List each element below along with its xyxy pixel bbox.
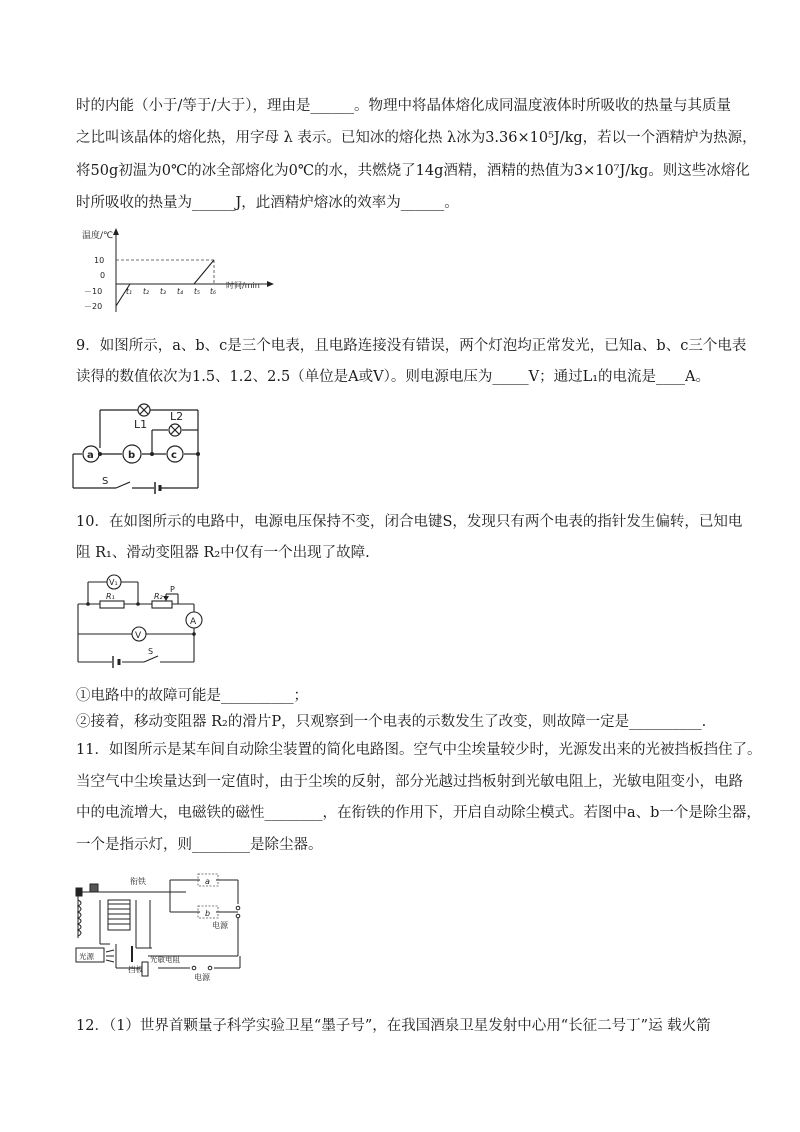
q11-line-1: 11．如图所示是某车间自动除尘装置的简化电路图。空气中尘埃量较少时，光源发出来的光被挡板挡住了。: [76, 742, 762, 758]
label-power-bottom: 电源: [194, 973, 210, 982]
q11-line-4: 一个是指示灯，则________是除尘器。: [76, 837, 323, 853]
q10-circuit: [74, 572, 214, 670]
meter-c: c: [171, 450, 177, 461]
q9-line-2: 读得的数值依次为1.5、1.2、2.5（单位是A或V）。则电源电压为_____V；通过L₁的电流是____A。: [76, 369, 711, 385]
xtick-t5: t₅: [194, 287, 200, 296]
graph-xlabel: 时间/min: [226, 281, 260, 290]
xtick-t2: t₂: [143, 287, 149, 296]
q9-circuit: [70, 402, 210, 496]
meter-V1: V₁: [109, 578, 118, 587]
label-P: P: [170, 585, 175, 594]
label-light-source: 光源: [79, 952, 94, 961]
q8-line-1: 时的内能（小于/等于/大于），理由是______。物理中将晶体熔化成同温度液体时所吸收的热量与其质量: [76, 98, 732, 114]
temperature-time-graph: [80, 226, 280, 318]
meter-A: A: [190, 617, 197, 627]
ytick-10: 10: [94, 256, 105, 265]
xtick-t6: t₆: [210, 287, 216, 296]
ytick-neg10: －10: [84, 287, 103, 296]
q10-sub-1: ①电路中的故障可能是__________；: [76, 688, 308, 704]
label-S10: S: [148, 647, 154, 656]
label-L2: L2: [170, 410, 184, 423]
label-photoresistor: 光敏电阻: [150, 955, 180, 964]
q11-line-3: 中的电流增大，电磁铁的磁性________，在衔铁的作用下，开启自动除尘模式。若图中a、b一个是除尘器，: [76, 805, 761, 821]
xtick-t1: t₁: [126, 287, 132, 296]
label-a: a: [205, 877, 210, 886]
label-S: S: [102, 476, 109, 487]
label-b: b: [205, 909, 211, 918]
label-power-right: 电源: [212, 921, 228, 930]
q12-line-1: 12．（1）世界首颗量子科学实验卫星“墨子号”，在我国酒泉卫星发射中心用“长征二号丁”运 载火箭: [76, 1018, 711, 1034]
q10-sub-2: ②接着，移动变阻器 R₂的滑片P，只观察到一个电表的示数发生了改变，则故障一定是__________.: [76, 714, 707, 730]
xtick-t4: t₄: [177, 287, 183, 296]
q10-line-2: 阻 R₁、滑动变阻器 R₂中仅有一个出现了故障.: [76, 545, 370, 561]
q9-line-1: 9．如图所示，a、b、c是三个电表，且电路连接没有错误，两个灯泡均正常发光，已知a、b、c三个电表: [76, 338, 747, 354]
label-L1: L1: [134, 418, 148, 431]
meter-b: b: [128, 450, 136, 461]
meter-a: a: [87, 450, 94, 461]
q8-line-2: 之比叫该晶体的熔化热，用字母 λ 表示。已知冰的熔化热 λ冰为3.36×10⁵J/kg，若以一个酒精炉为热源，: [76, 130, 757, 146]
ytick-0: 0: [100, 271, 106, 280]
q11-line-2: 当空气中尘埃量达到一定值时，由于尘埃的反射，部分光越过挡板射到光敏电阻上，光敏电阻变小，电路: [76, 774, 743, 790]
q8-line-3: 将50g初温为0℃的冰全部熔化为0℃的水，共燃烧了14g酒精，酒精的热值为3×10⁷J/kg。则这些冰熔化: [76, 163, 750, 179]
xtick-t3: t₃: [160, 287, 166, 296]
q10-line-1: 10．在如图所示的电路中，电源电压保持不变，闭合电键S，发现只有两个电表的指针发生偏转，已知电: [76, 514, 743, 530]
ytick-neg20: －20: [84, 302, 103, 311]
label-baffle: 挡板: [128, 965, 143, 974]
graph-ylabel: 温度/℃: [82, 231, 114, 241]
q8-line-4: 时所吸收的热量为______J，此酒精炉熔冰的效率为______。: [76, 195, 459, 211]
label-armature: 衔铁: [130, 877, 146, 886]
meter-V: V: [135, 631, 142, 641]
dust-removal-diagram: [70, 866, 250, 986]
label-R1: R₁: [106, 592, 115, 601]
label-R2: R₂: [154, 592, 163, 601]
